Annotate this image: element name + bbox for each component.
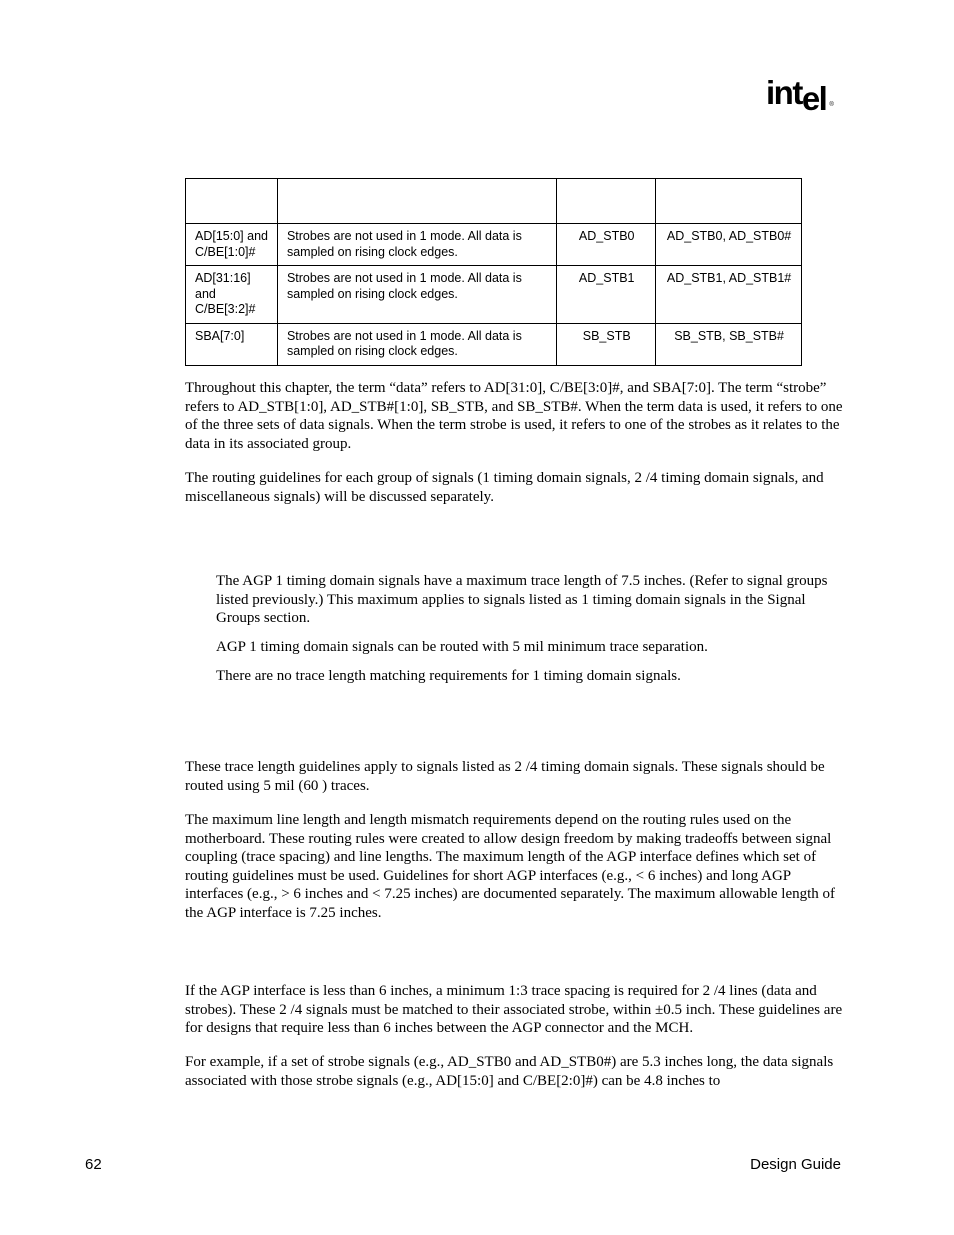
table-cell-signals: SBA[7:0] [186, 323, 278, 365]
logo-main: int [766, 74, 802, 111]
table-cell-2x-strobe: AD_STB0 [557, 224, 656, 266]
table-cell-signals: AD[15:0] and C/BE[1:0]# [186, 224, 278, 266]
paragraph-line-length-mismatch: The maximum line length and length mismatch requirements depend on the routing rules used on the motherboard. These routing rules were created to allow design freedom by making tradeoffs between signal coupling (trace spacing) and line lengths. The maximum length of the AGP interface defines which set of routing guidelines must be used. Guidelines for short AGP interfaces (e.g., < 6 inches) and long AGP interfaces (e.g., > 6 inches and < 7.25 inches) are documented separately. The maximum allowable length of the AGP interface is 7.25 inches. [185, 812, 836, 921]
table-header-cell [557, 179, 656, 224]
table-header-cell [186, 179, 278, 224]
signal-strobe-table [185, 178, 802, 366]
table-row [186, 266, 802, 324]
bullet-no-length-matching: There are no trace length matching requirements for 1 timing domain signals. [216, 668, 681, 684]
paragraph-example: For example, if a set of strobe signals (e.g., AD_STB0 and AD_STB0#) are 5.3 inches long, the data signals associated with those strobe signals (e.g., AD[15:0] and C/BE[2:0]#) can be 4.8 inches to [185, 1054, 834, 1089]
table-row [186, 224, 802, 266]
table-cell-4x-strobes: AD_STB1, AD_STB1# [656, 266, 802, 324]
table-cell-2x-strobe: AD_STB1 [557, 266, 656, 324]
table-row [186, 323, 802, 365]
table-header-row [186, 179, 802, 224]
table-cell-1x-strobe: Strobes are not used in 1 mode. All data is sampled on rising clock edges. [277, 323, 556, 365]
table-cell-1x-strobe: Strobes are not used in 1 mode. All data is sampled on rising clock edges. [277, 224, 556, 266]
logo-el: el [801, 80, 827, 117]
paragraph-short-interface: If the AGP interface is less than 6 inches, a minimum 1:3 trace spacing is required for 2 /4 lines (data and strobes). These 2 /4 signals must be matched to their associated strobe, within ±0.5 inch. These guidelines are for designs that require less than 6 inches between the AGP connector and the MCH. [185, 983, 843, 1036]
intel-logo [766, 74, 833, 117]
table-cell-1x-strobe: Strobes are not used in 1 mode. All data is sampled on rising clock edges. [277, 266, 556, 324]
paragraph-routing-groups: The routing guidelines for each group of signals (1 timing domain signals, 2 /4 timing domain signals, and miscellaneous signals) will be discussed separately. [185, 470, 824, 505]
bullet-max-trace-length: The AGP 1 timing domain signals have a maximum trace length of 7.5 inches. (Refer to signal groups listed previously.) This maximum applies to signals listed as 1 timing domain signals in the Signal Groups section. [216, 573, 828, 626]
bullet-trace-separation: AGP 1 timing domain signals can be routed with 5 mil minimum trace separation. [216, 639, 708, 655]
footer-doc-title: Design Guide [750, 1156, 841, 1173]
table-cell-2x-strobe: SB_STB [557, 323, 656, 365]
paragraph-data-strobe-terms: Throughout this chapter, the term “data” refers to AD[31:0], C/BE[3:0]#, and SBA[7:0]. The term “strobe” refers to AD_STB[1:0], AD_STB#[1:0], SB_STB, and SB_STB#. When the term data is used, it refers to one of the three sets of data signals. When the term strobe is used, it refers to one of the strobes as it relates to the data in its associated group. [185, 380, 843, 452]
table-header-cell [277, 179, 556, 224]
table-header-cell [656, 179, 802, 224]
page-number: 62 [85, 1156, 102, 1173]
table-cell-signals: AD[31:16] and C/BE[3:2]# [186, 266, 278, 324]
logo-registered-mark: ® [829, 102, 833, 108]
table-cell-4x-strobes: AD_STB0, AD_STB0# [656, 224, 802, 266]
paragraph-trace-length-guidelines: These trace length guidelines apply to signals listed as 2 /4 timing domain signals. These signals should be routed using 5 mil (60 ) traces. [185, 759, 825, 794]
table-cell-4x-strobes: SB_STB, SB_STB# [656, 323, 802, 365]
